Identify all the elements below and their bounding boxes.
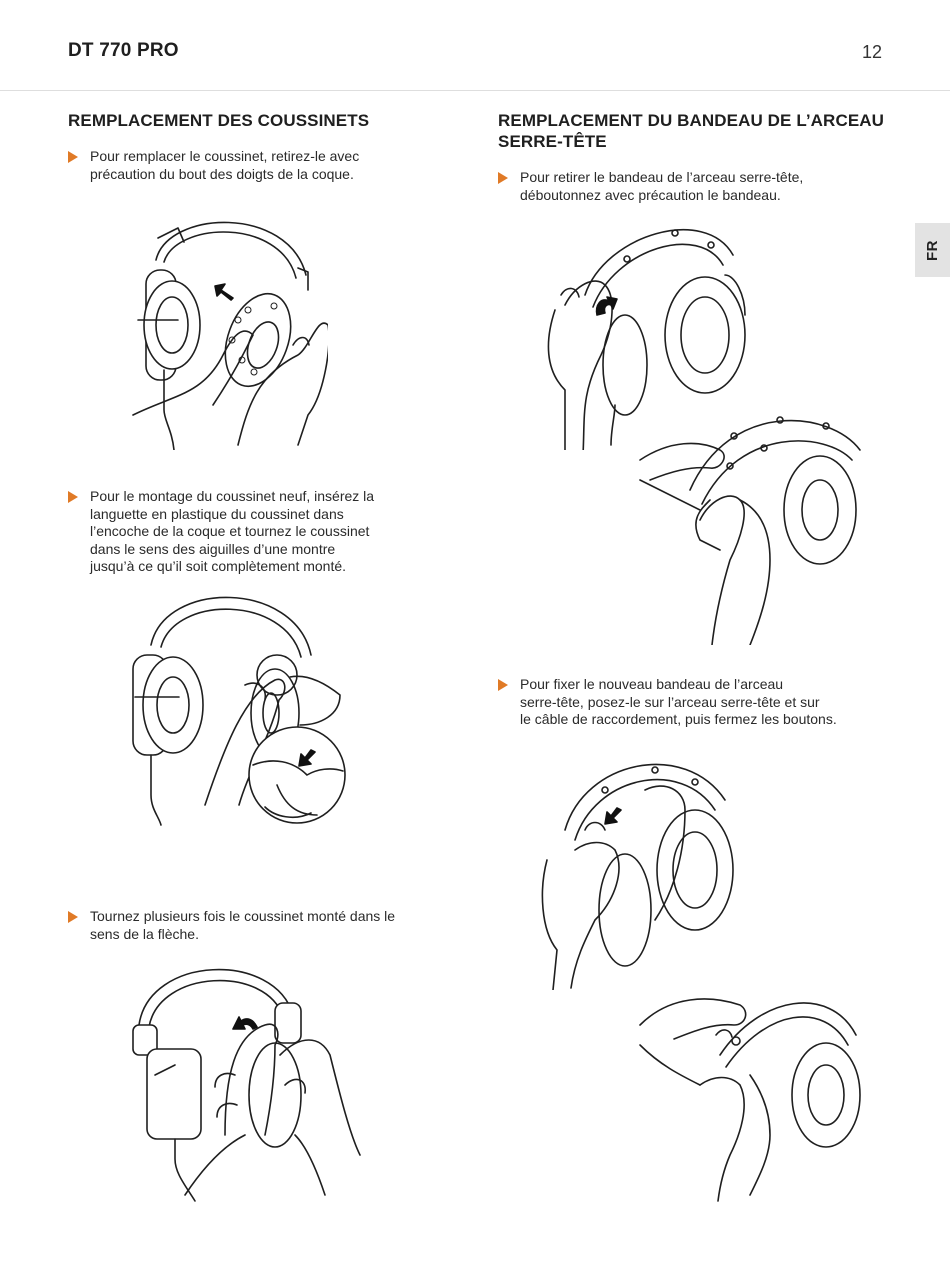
left-step-1 — [68, 148, 448, 183]
right-step-2-text: Pour fixer le nouveau bandeau de l’arceau serre-tête, posez-le sur l’arceau serre-tête et sur le câble de raccordement, puis fermez les boutons. — [520, 676, 837, 728]
language-tab — [915, 223, 950, 277]
right-step-2 — [498, 676, 888, 729]
triangle-right-icon — [68, 911, 78, 923]
illustration-remove-headband-cover — [630, 400, 870, 645]
left-step-2 — [68, 488, 448, 576]
right-step-1 — [498, 169, 888, 204]
triangle-right-icon — [498, 172, 508, 184]
triangle-right-icon — [68, 151, 78, 163]
document-title: DT 770 PRO — [68, 40, 179, 61]
left-step-2-text: Pour le montage du coussinet neuf, insérez la languette en plastique du coussinet dans l’encoche de la coque et tournez le coussinet dans le sens des aiguilles d’une montre jusqu’à ce qu’il soit complètement monté. — [90, 488, 375, 575]
left-step-3-text: Tournez plusieurs fois le coussinet monté dans le sens de la flèche. — [90, 908, 396, 942]
triangle-right-icon — [68, 491, 78, 503]
left-section-title: REMPLACEMENT DES COUSSINETS — [68, 111, 370, 130]
illustration-remove-ear-pad — [128, 200, 328, 450]
header-divider — [0, 90, 950, 91]
right-section-title: REMPLACEMENT DU BANDEAU DE L’ARCEAU SERRE-TÊTE — [498, 111, 885, 151]
right-step-1-text: Pour retirer le bandeau de l’arceau serre-tête, déboutonnez avec précaution le bandeau. — [520, 169, 804, 203]
illustration-rotate-ear-pad — [125, 955, 365, 1205]
triangle-right-icon — [498, 679, 508, 691]
illustration-close-buttons — [630, 975, 870, 1205]
left-step-3 — [68, 908, 448, 943]
left-step-1-text: Pour remplacer le coussinet, retirez-le avec précaution du bout des doigts de la coque. — [90, 148, 360, 182]
illustration-place-headband-cover — [535, 750, 745, 990]
illustration-insert-ear-pad — [125, 585, 365, 835]
language-tab-label: FR — [924, 239, 941, 261]
page-number: 12 — [861, 42, 882, 62]
